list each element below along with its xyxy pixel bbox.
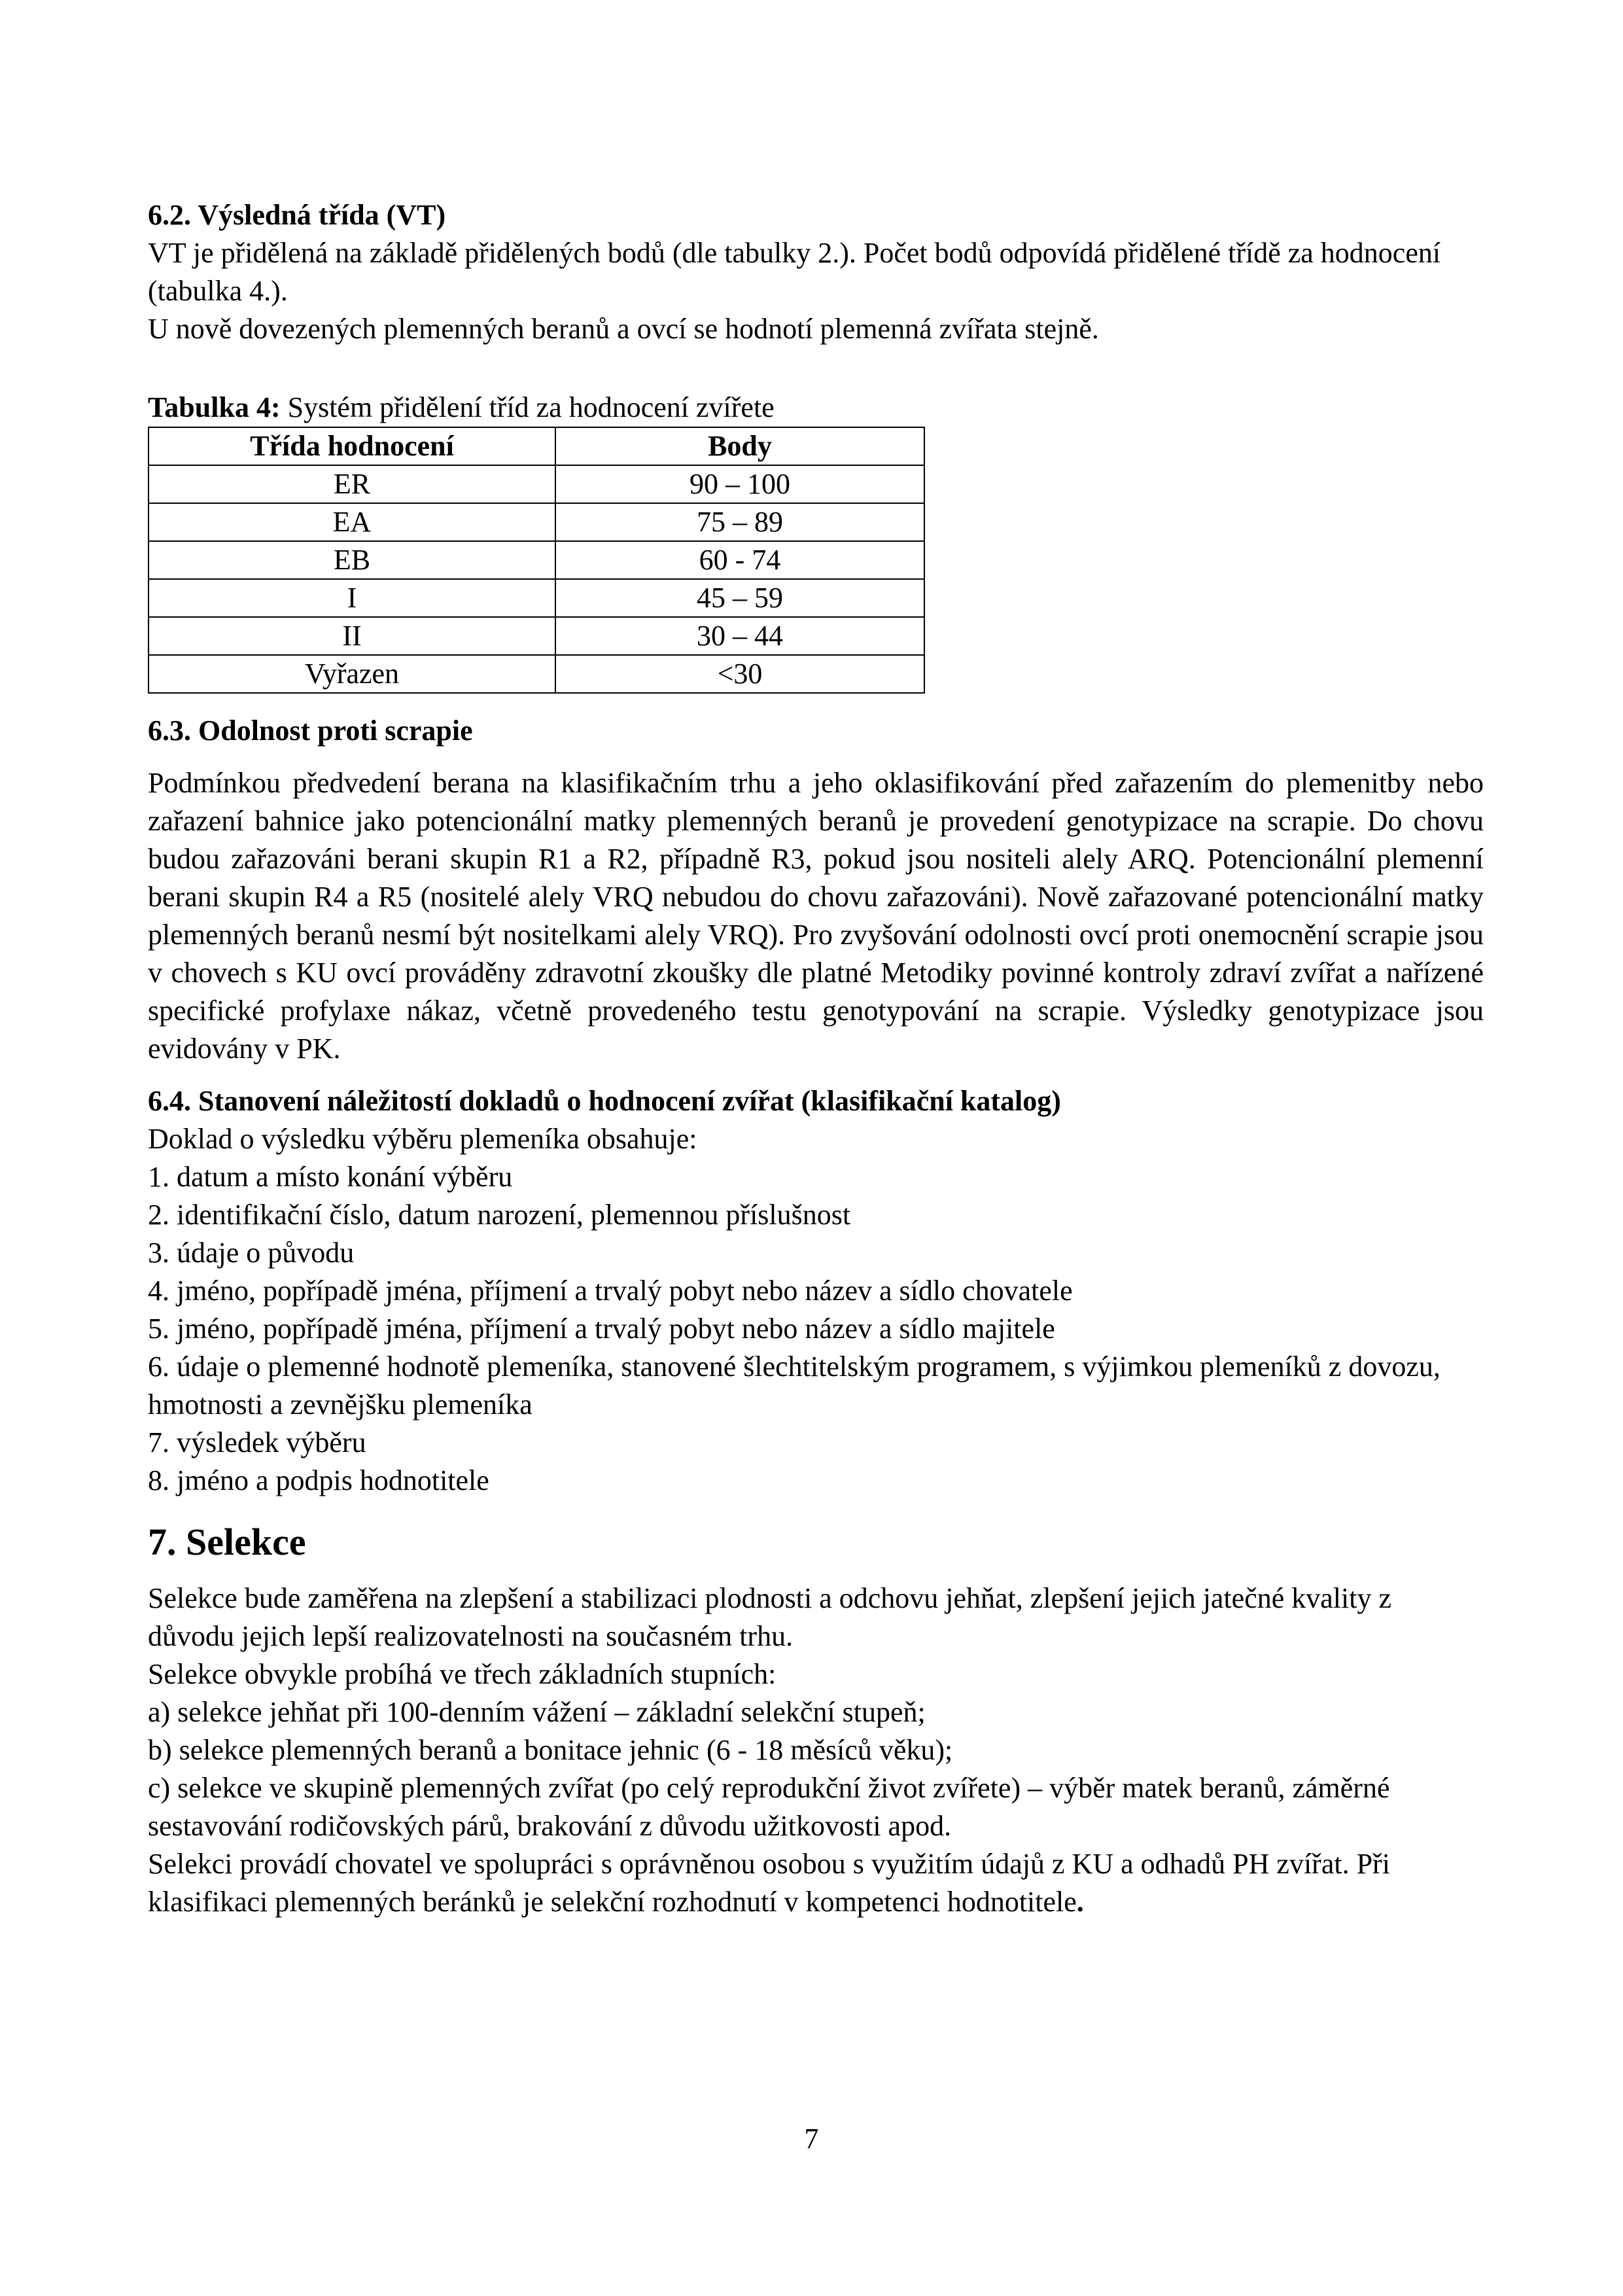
table-header-class: Třída hodnocení	[148, 427, 555, 465]
table-cell-class: EB	[148, 541, 555, 579]
table-cell-points: 75 – 89	[555, 503, 924, 541]
table-row	[148, 617, 924, 655]
table-cell-points: 45 – 59	[555, 579, 924, 617]
table-row	[148, 503, 924, 541]
section-6-2-heading: 6.2. Výsledná třída (VT)	[148, 199, 446, 231]
table-4-caption-label: Tabulka 4:	[148, 391, 281, 423]
section-6-4-heading: 6.4. Stanovení náležitostí dokladů o hodnocení zvířat (klasifikační katalog)	[148, 1085, 1061, 1117]
section-7-paragraph-3	[148, 1845, 1484, 1921]
table-cell-class: II	[148, 617, 555, 655]
section-6-2-paragraph-2: U nově dovezených plemenných beranů a ovcí se hodnotí plemenná zvířata stejně.	[148, 313, 1099, 345]
page-content	[148, 196, 1484, 1921]
table-row	[148, 465, 924, 503]
table-cell-class: EA	[148, 503, 555, 541]
section-7-item-c: c) selekce ve skupině plemenných zvířat (po celý reprodukční život zvířete) – výběr matek beranů, záměrné sestavování rodičovských párů, brakování z důvodu užitkovosti apod.	[148, 1772, 1390, 1842]
section-6-2-paragraph-1: VT je přidělená na základě přidělených bodů (dle tabulky 2.). Počet bodů odpovídá přidělené třídě za hodnocení (tabulka 4.).	[148, 237, 1441, 307]
section-7-paragraph-2: Selekce obvykle probíhá ve třech základních stupních:	[148, 1658, 777, 1690]
section-7-paragraph-3-end: .	[1076, 1886, 1084, 1918]
table-cell-points: 30 – 44	[555, 617, 924, 655]
table-header-row	[148, 427, 924, 465]
table-header-points: Body	[555, 427, 924, 465]
list-item: 7. výsledek výběru	[148, 1426, 366, 1458]
section-7-item-b: b) selekce plemenných beranů a bonitace jehnic (6 - 18 měsíců věku);	[148, 1734, 953, 1766]
table-row	[148, 655, 924, 693]
list-item: 2. identifikační číslo, datum narození, plemennou příslušnost	[148, 1199, 851, 1231]
section-6-3-heading: 6.3. Odolnost proti scrapie	[148, 715, 473, 747]
section-7-paragraph-3-text: Selekci provádí chovatel ve spolupráci s oprávněnou osobou s využitím údajů z KU a odhadů PH zvířat. Při klasifikaci plemenných beránků je selekční rozhodnutí v kompetenci hodnotitele	[148, 1848, 1390, 1918]
table-cell-points: 90 – 100	[555, 465, 924, 503]
list-item: 6. údaje o plemenné hodnotě plemeníka, stanovené šlechtitelským programem, s výjimkou plemeníků z dovozu, hmotnosti a zevnějšku plemeníka	[148, 1351, 1440, 1421]
table-cell-points: <30	[555, 655, 924, 693]
section-7-item-a: a) selekce jehňat při 100-denním vážení – základní selekční stupeň;	[148, 1696, 926, 1728]
section-6-4-intro: Doklad o výsledku výběru plemeníka obsahuje:	[148, 1123, 697, 1155]
table-cell-class: ER	[148, 465, 555, 503]
page-number: 7	[804, 2123, 819, 2155]
table-row	[148, 579, 924, 617]
table-cell-class: Vyřazen	[148, 655, 555, 693]
list-item: 5. jméno, popřípadě jména, příjmení a trvalý pobyt nebo název a sídlo majitele	[148, 1313, 1055, 1345]
table-4-caption	[148, 389, 1484, 427]
table-4-caption-text: Systém přidělení tříd za hodnocení zvířete	[280, 391, 775, 423]
section-6-3-paragraph: Podmínkou předvedení berana na klasifikačním trhu a jeho oklasifikování před zařazením do plemenitby nebo zařazení bahnice jako potencionální matky plemenných beranů je provedení genotypizace na scrapie. Do chovu budou zařazováni berani skupin R1 a R2, případně R3, pokud jsou nositeli alely ARQ. Potencionální plemenní berani skupin R4 a R5 (nositelé alely VRQ nebudou do chovu zařazováni). Nově zařazované potencionální matky plemenných beranů nesmí být nositelkami alely VRQ). Pro zvyšování odolnosti ovcí proti onemocnění scrapie jsou v chovech s KU ovcí prováděny zdravotní zkoušky dle platné Metodiky povinné kontroly zdraví zvířat a nařízené specifické profylaxe nákaz, včetně provedeného testu genotypování na scrapie. Výsledky genotypizace jsou evidovány v PK.	[148, 767, 1484, 1065]
table-cell-class: I	[148, 579, 555, 617]
list-item: 1. datum a místo konání výběru	[148, 1161, 513, 1193]
list-item: 8. jméno a podpis hodnotitele	[148, 1464, 489, 1496]
section-7-heading: 7. Selekce	[148, 1521, 306, 1563]
section-7-paragraph-1: Selekce bude zaměřena na zlepšení a stabilizaci plodnosti a odchovu jehňat, zlepšení jejich jatečné kvality z důvodu jejich lepší realizovatelnosti na současném trhu.	[148, 1582, 1392, 1652]
table-row	[148, 541, 924, 579]
list-item: 4. jméno, popřípadě jména, příjmení a trvalý pobyt nebo název a sídlo chovatele	[148, 1275, 1073, 1307]
list-item: 3. údaje o původu	[148, 1237, 355, 1269]
class-assignment-table	[148, 427, 925, 694]
table-cell-points: 60 - 74	[555, 541, 924, 579]
